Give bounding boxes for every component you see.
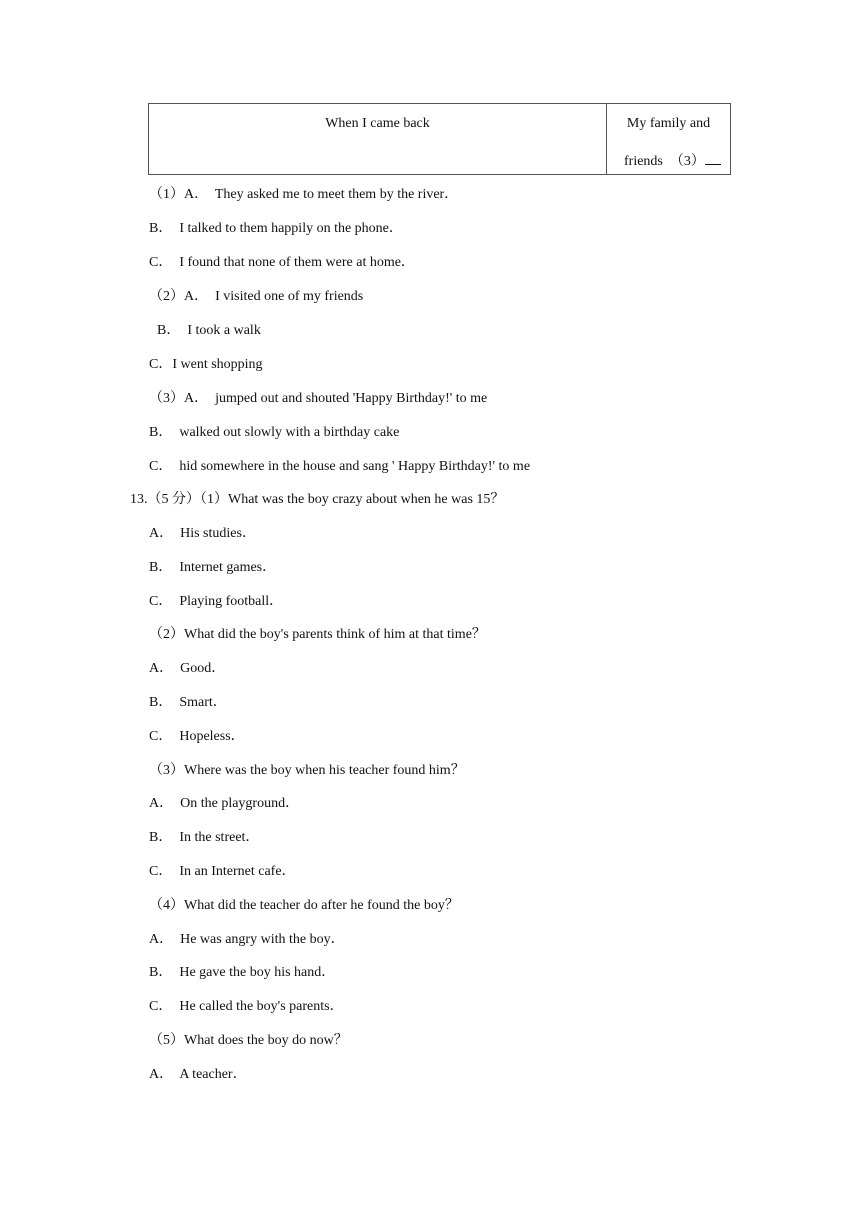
q13-3-option-c: C． In an Internet cafe． bbox=[149, 864, 296, 879]
table-cell-right-line1: My family and bbox=[626, 116, 711, 131]
q12-2-option-a: （2）A． I visited one of my friends bbox=[149, 289, 364, 304]
table-cell-left bbox=[149, 104, 607, 174]
q13-1-option-c: C． Playing football． bbox=[149, 594, 284, 609]
q12-2-option-c: C．I went shopping bbox=[149, 357, 263, 372]
q13-heading: 13.（5 分）（1）What was the boy crazy about when he was 15？ bbox=[130, 492, 505, 507]
q12-1-option-a: （1）A． They asked me to meet them by the river． bbox=[149, 187, 459, 202]
q13-4-question: （4）What did the teacher do after he found the boy？ bbox=[149, 898, 459, 913]
q13-2-option-a: A． Good． bbox=[149, 661, 226, 676]
q13-5-question: （5）What does the boy do now？ bbox=[149, 1033, 348, 1048]
q13-4-option-a: A． He was angry with the boy． bbox=[149, 932, 345, 947]
q12-2-option-b: B． I took a walk bbox=[157, 323, 261, 338]
q12-3-option-b: B． walked out slowly with a birthday cake bbox=[149, 425, 400, 440]
table-cell-left-text: When I came back bbox=[325, 116, 430, 131]
table-cell-right-line2 bbox=[624, 150, 721, 170]
q12-3-option-a: （3）A． jumped out and shouted 'Happy Birthday!' to me bbox=[149, 391, 488, 406]
table-cell-right bbox=[607, 104, 730, 174]
q13-4-option-b: B． He gave the boy his hand． bbox=[149, 965, 336, 980]
q13-3-option-b: B． In the street． bbox=[149, 830, 260, 845]
q13-1-option-b: B． Internet games． bbox=[149, 560, 277, 575]
q13-3-question: （3）Where was the boy when his teacher found him？ bbox=[149, 763, 465, 778]
table-cell-right-line2-text: friends （3） bbox=[624, 154, 705, 169]
q12-1-option-c: C． I found that none of them were at home． bbox=[149, 255, 415, 270]
q12-3-option-c: C． hid somewhere in the house and sang ' Happy Birthday!' to me bbox=[149, 459, 531, 474]
q13-4-option-c: C． He called the boy's parents． bbox=[149, 999, 344, 1014]
q13-1-option-a: A． His studies． bbox=[149, 526, 256, 541]
q13-2-option-c: C． Hopeless． bbox=[149, 729, 245, 744]
q13-3-option-a: A． On the playground． bbox=[149, 796, 300, 811]
answer-table bbox=[148, 103, 731, 175]
q13-2-question: （2）What did the boy's parents think of him at that time？ bbox=[149, 627, 486, 642]
q12-1-option-b: B． I talked to them happily on the phone． bbox=[149, 221, 403, 236]
q13-2-option-b: B． Smart． bbox=[149, 695, 227, 710]
q13-5-option-a: A． A teacher． bbox=[149, 1067, 247, 1082]
answer-blank bbox=[705, 152, 721, 165]
